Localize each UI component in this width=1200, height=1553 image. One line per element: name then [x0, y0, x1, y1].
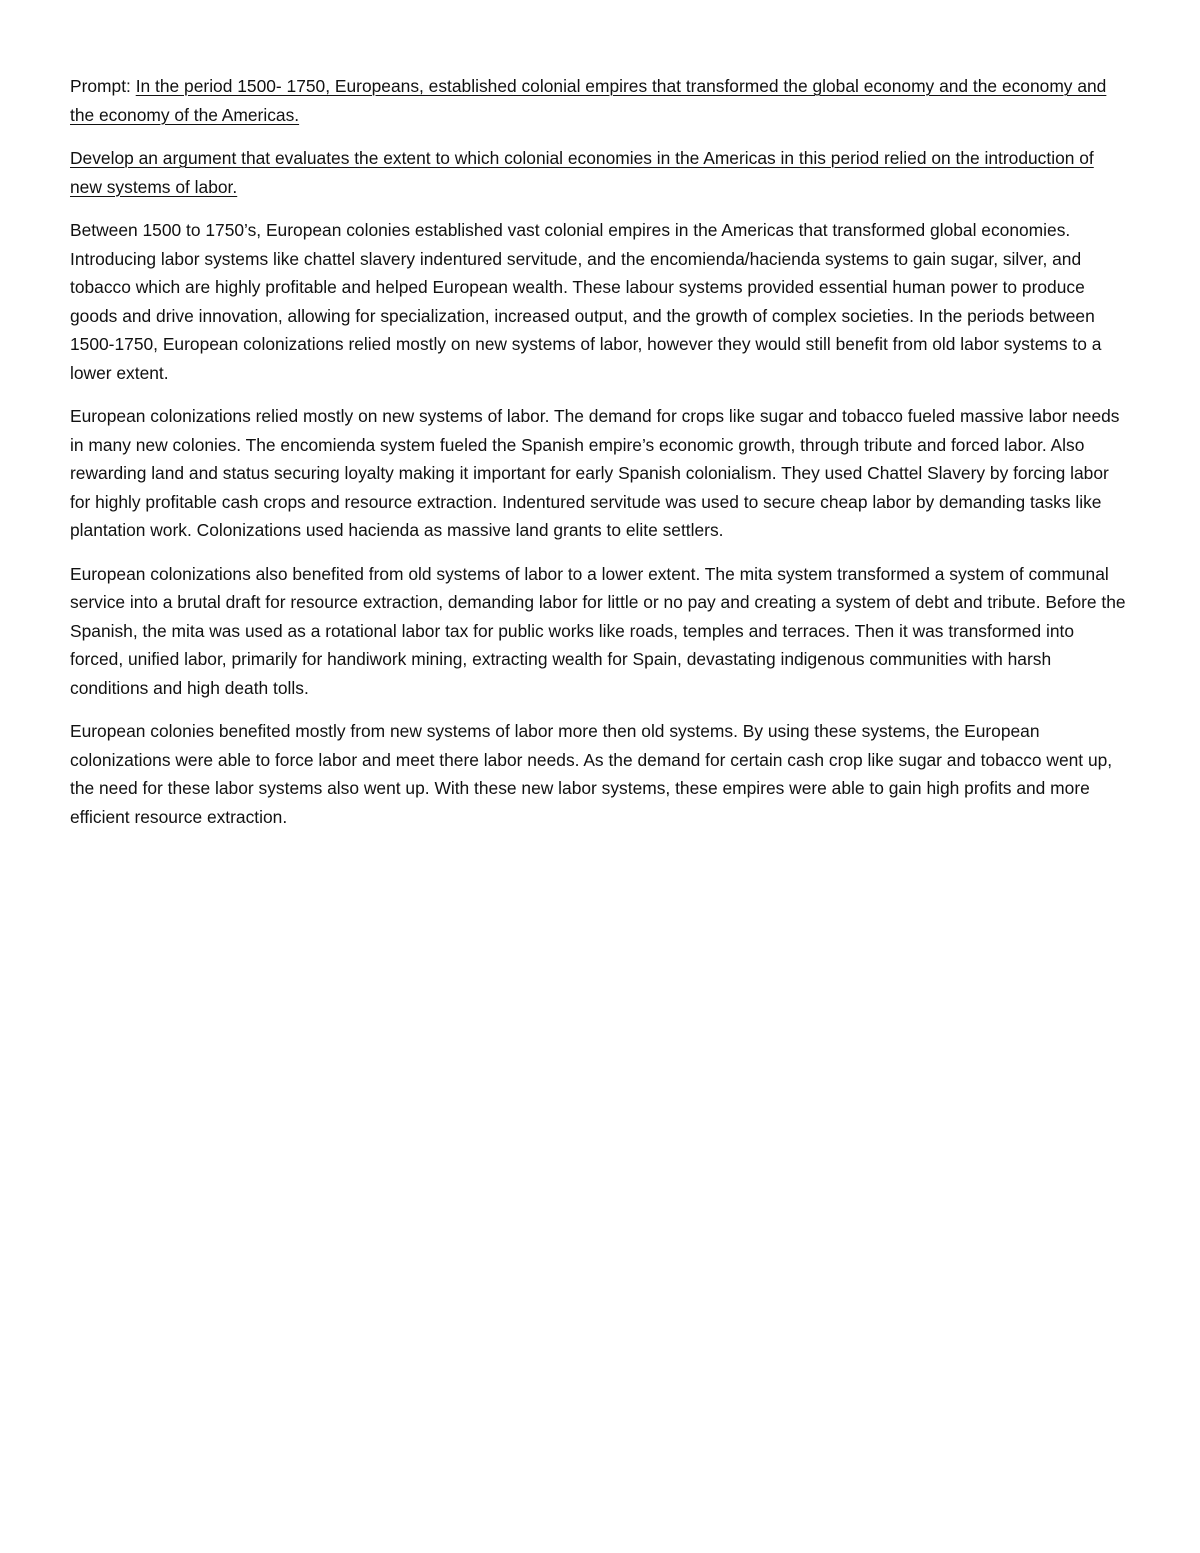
body-paragraph-old-systems: European colonizations also benefited from old systems of labor to a lower extent. The mita system transformed a system of communal service into a brutal draft for resource extraction, demanding labor for little or no pay and creating a system of debt and tribute. Before the Spanish, the mita was used as a rotational labor tax for public works like roads, temples and terraces. Then it was transformed into forced, unified labor, primarily for handiwork mining, extracting wealth for Spain, devastating indigenous communities with harsh conditions and high death tolls. — [70, 563, 1126, 698]
prompt-paragraph — [70, 72, 1130, 129]
body-paragraph-new-systems: European colonizations relied mostly on new systems of labor. The demand for crops like sugar and tobacco fueled massive labor needs in many new colonies. The encomienda system fueled the Spanish empire’s economic growth, through tribute and forced labor. Also rewarding land and status securing loyalty making it important for early Spanish colonialism. They used Chattel Slavery by forcing labor for highly profitable cash crops and resource extraction. Indentured servitude was used to secure cheap labor by demanding tasks like plantation work. Colonizations used hacienda as massive land grants to elite settlers. — [70, 406, 1120, 540]
prompt-label: Prompt: — [70, 76, 136, 96]
conclusion-paragraph: European colonies benefited mostly from new systems of labor more then old systems. By using these systems, the European colonizations were able to force labor and meet there labor needs. As the demand for certain cash crop like sugar and tobacco went up, the need for these labor systems also went up. With these new labor systems, these empires were able to gain high profits and more efficient resource extraction. — [70, 721, 1113, 827]
document-page — [70, 72, 1130, 846]
intro-paragraph: Between 1500 to 1750’s, European colonies established vast colonial empires in the Americas that transformed global economies. Introducing labor systems like chattel slavery indentured servitude, and the encomienda/hacienda systems to gain sugar, silver, and tobacco which are highly profitable and helped European wealth. These labour systems provided essential human power to produce goods and drive innovation, allowing for specialization, increased output, and the growth of complex societies. In the periods between 1500-1750, European colonizations relied mostly on new systems of labor, however they would still benefit from old labor systems to a lower extent. — [70, 220, 1102, 383]
task-paragraph: Develop an argument that evaluates the extent to which colonial economies in the Americas in this period relied on the introduction of new systems of labor. — [70, 148, 1094, 197]
prompt-text: In the period 1500- 1750, Europeans, established colonial empires that transformed the global economy and the economy and the economy of the Americas. — [70, 76, 1107, 125]
